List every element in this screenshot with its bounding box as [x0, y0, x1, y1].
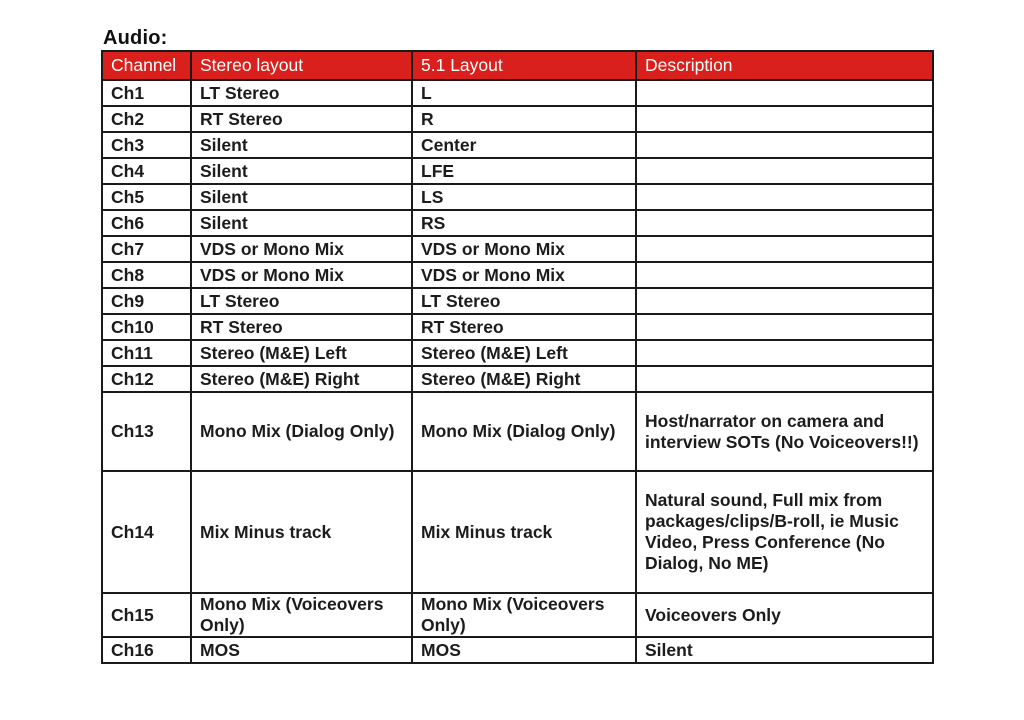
table-header-row — [102, 51, 933, 80]
surround-layout-cell: LS — [412, 184, 636, 210]
surround-layout-cell: LFE — [412, 158, 636, 184]
table-row — [102, 236, 933, 262]
page-title: Audio: — [103, 27, 168, 49]
stereo-layout-cell: RT Stereo — [191, 314, 412, 340]
channel-cell: Ch2 — [102, 106, 191, 132]
stereo-layout-cell: Silent — [191, 132, 412, 158]
audio-channel-table — [101, 50, 934, 664]
description-cell — [636, 210, 933, 236]
description-cell — [636, 80, 933, 106]
description-cell: Voiceovers Only — [636, 593, 933, 637]
channel-cell: Ch15 — [102, 593, 191, 637]
channel-cell: Ch13 — [102, 392, 191, 471]
surround-layout-cell: Mono Mix (Dialog Only) — [412, 392, 636, 471]
description-cell — [636, 366, 933, 392]
table-row — [102, 340, 933, 366]
table-row — [102, 314, 933, 340]
stereo-layout-cell: LT Stereo — [191, 80, 412, 106]
stereo-layout-cell: Silent — [191, 184, 412, 210]
stereo-layout-cell: RT Stereo — [191, 106, 412, 132]
description-cell: Host/narrator on camera and interview SOTs (No Voiceovers!!) — [636, 392, 933, 471]
surround-layout-cell: L — [412, 80, 636, 106]
description-cell — [636, 314, 933, 340]
description-cell — [636, 132, 933, 158]
table-row — [102, 158, 933, 184]
surround-layout-cell: RS — [412, 210, 636, 236]
channel-cell: Ch4 — [102, 158, 191, 184]
description-cell — [636, 158, 933, 184]
table-row — [102, 262, 933, 288]
column-header-channel: Channel — [102, 51, 191, 80]
channel-cell: Ch6 — [102, 210, 191, 236]
table-row — [102, 471, 933, 593]
table-row — [102, 392, 933, 471]
surround-layout-cell: VDS or Mono Mix — [412, 262, 636, 288]
table-row — [102, 106, 933, 132]
surround-layout-cell: R — [412, 106, 636, 132]
channel-cell: Ch16 — [102, 637, 191, 663]
stereo-layout-cell: Mono Mix (Dialog Only) — [191, 392, 412, 471]
channel-cell: Ch11 — [102, 340, 191, 366]
table-row — [102, 184, 933, 210]
surround-layout-cell: Stereo (M&E) Right — [412, 366, 636, 392]
surround-layout-cell: Mix Minus track — [412, 471, 636, 593]
channel-cell: Ch10 — [102, 314, 191, 340]
stereo-layout-cell: Stereo (M&E) Right — [191, 366, 412, 392]
surround-layout-cell: RT Stereo — [412, 314, 636, 340]
surround-layout-cell: MOS — [412, 637, 636, 663]
surround-layout-cell: Mono Mix (Voiceovers Only) — [412, 593, 636, 637]
channel-cell: Ch5 — [102, 184, 191, 210]
table-row — [102, 132, 933, 158]
channel-cell: Ch14 — [102, 471, 191, 593]
column-header-description: Description — [636, 51, 933, 80]
surround-layout-cell: VDS or Mono Mix — [412, 236, 636, 262]
column-header-5-1-layout: 5.1 Layout — [412, 51, 636, 80]
description-cell — [636, 106, 933, 132]
channel-cell: Ch1 — [102, 80, 191, 106]
description-cell — [636, 288, 933, 314]
table-row — [102, 288, 933, 314]
table-row — [102, 637, 933, 663]
stereo-layout-cell: VDS or Mono Mix — [191, 262, 412, 288]
stereo-layout-cell: VDS or Mono Mix — [191, 236, 412, 262]
description-cell — [636, 340, 933, 366]
description-cell: Natural sound, Full mix from packages/clips/B-roll, ie Music Video, Press Conference (No Dialog, No ME) — [636, 471, 933, 593]
surround-layout-cell: LT Stereo — [412, 288, 636, 314]
stereo-layout-cell: Silent — [191, 158, 412, 184]
channel-cell: Ch3 — [102, 132, 191, 158]
table-row — [102, 210, 933, 236]
channel-cell: Ch9 — [102, 288, 191, 314]
channel-cell: Ch7 — [102, 236, 191, 262]
stereo-layout-cell: MOS — [191, 637, 412, 663]
description-cell — [636, 236, 933, 262]
description-cell — [636, 262, 933, 288]
stereo-layout-cell: Mix Minus track — [191, 471, 412, 593]
surround-layout-cell: Stereo (M&E) Left — [412, 340, 636, 366]
channel-cell: Ch8 — [102, 262, 191, 288]
column-header-stereo-layout: Stereo layout — [191, 51, 412, 80]
table-row — [102, 593, 933, 637]
surround-layout-cell: Center — [412, 132, 636, 158]
table-row — [102, 366, 933, 392]
stereo-layout-cell: Mono Mix (Voiceovers Only) — [191, 593, 412, 637]
stereo-layout-cell: Silent — [191, 210, 412, 236]
description-cell — [636, 184, 933, 210]
description-cell: Silent — [636, 637, 933, 663]
stereo-layout-cell: LT Stereo — [191, 288, 412, 314]
table-row — [102, 80, 933, 106]
stereo-layout-cell: Stereo (M&E) Left — [191, 340, 412, 366]
channel-cell: Ch12 — [102, 366, 191, 392]
